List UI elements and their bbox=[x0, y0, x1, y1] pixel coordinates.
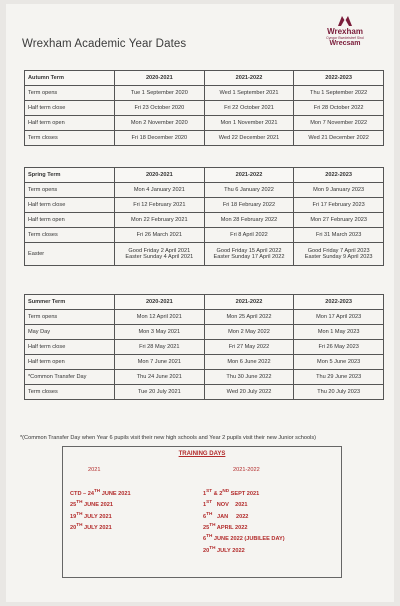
date-cell: Fri 31 March 2023 bbox=[294, 228, 384, 243]
date-cell: Fri 26 March 2021 bbox=[115, 228, 205, 243]
logo-name: Wrexham bbox=[327, 27, 363, 36]
date-cell: Mon 2 May 2022 bbox=[204, 325, 294, 340]
date-cell: Mon 7 November 2022 bbox=[294, 116, 384, 131]
table-row bbox=[25, 116, 384, 131]
date-cell bbox=[204, 243, 294, 266]
date-cell: Thu 24 June 2021 bbox=[115, 370, 205, 385]
good-friday-date: Good Friday 15 April 2022 bbox=[216, 247, 282, 254]
table-row bbox=[25, 198, 384, 213]
training-year-label: 2021 bbox=[88, 467, 101, 473]
logo-subtitle: Cyngor Bwrdeistref Sirol bbox=[326, 36, 364, 40]
row-label: Term opens bbox=[25, 86, 115, 101]
training-days-2021-2022 bbox=[203, 467, 285, 555]
logo-name-welsh: Wrecsam bbox=[329, 40, 361, 47]
column-header: 2020-2021 bbox=[115, 168, 205, 183]
table-header-row bbox=[25, 295, 384, 310]
row-label: Term opens bbox=[25, 310, 115, 325]
common-transfer-day-note: *(Common Transfer Day when Year 6 pupils visit their new high schools and Year 2 pupils visit their new Junior schools) bbox=[20, 435, 316, 441]
row-label: Half term open bbox=[25, 116, 115, 131]
date-cell: Fri 18 December 2020 bbox=[115, 131, 205, 146]
date-cell: Mon 4 January 2021 bbox=[115, 183, 205, 198]
column-header: 2022-2023 bbox=[294, 71, 384, 86]
date-cell: Thu 30 June 2022 bbox=[204, 370, 294, 385]
date-cell: Thu 6 January 2022 bbox=[204, 183, 294, 198]
date-cell: Fri 28 October 2022 bbox=[294, 101, 384, 116]
date-cell: Fri 27 May 2022 bbox=[204, 340, 294, 355]
table-row bbox=[25, 213, 384, 228]
column-header: 2020-2021 bbox=[115, 71, 205, 86]
table-row bbox=[25, 355, 384, 370]
wrexham-logo bbox=[320, 14, 370, 48]
document-page bbox=[6, 4, 394, 602]
row-label: Term closes bbox=[25, 385, 115, 400]
date-cell: Wed 20 July 2022 bbox=[204, 385, 294, 400]
table-row bbox=[25, 385, 384, 400]
row-label: Half term close bbox=[25, 198, 115, 213]
date-cell: Wed 21 December 2022 bbox=[294, 131, 384, 146]
date-cell: Tue 1 September 2020 bbox=[115, 86, 205, 101]
date-cell: Mon 3 May 2021 bbox=[115, 325, 205, 340]
row-label: Easter bbox=[25, 243, 115, 266]
column-header: 2022-2023 bbox=[294, 168, 384, 183]
training-day-entry: 1ST NOV 2021 bbox=[203, 499, 248, 509]
training-day-entry: 20TH JULY 2022 bbox=[203, 544, 245, 554]
table-header-row bbox=[25, 71, 384, 86]
table-row bbox=[25, 183, 384, 198]
table-row bbox=[25, 370, 384, 385]
date-cell: Mon 1 May 2023 bbox=[294, 325, 384, 340]
date-cell: Mon 2 November 2020 bbox=[115, 116, 205, 131]
date-cell: Thu 20 July 2023 bbox=[294, 385, 384, 400]
row-label: Half term open bbox=[25, 213, 115, 228]
date-cell: Mon 6 June 2022 bbox=[204, 355, 294, 370]
training-year-label: 2021-2022 bbox=[233, 467, 260, 473]
row-label: May Day bbox=[25, 325, 115, 340]
row-label: Half term close bbox=[25, 101, 115, 116]
term-heading: Summer Term bbox=[25, 295, 115, 310]
date-cell: Mon 28 February 2022 bbox=[204, 213, 294, 228]
training-day-entry: 25TH APRIL 2022 bbox=[203, 522, 248, 531]
date-cell: Mon 17 April 2023 bbox=[294, 310, 384, 325]
summer-term-table bbox=[24, 294, 384, 400]
date-cell bbox=[115, 243, 205, 266]
date-cell: Fri 12 February 2021 bbox=[115, 198, 205, 213]
column-header: 2021-2022 bbox=[204, 168, 294, 183]
row-label: Half term open bbox=[25, 355, 115, 370]
row-label: Term opens bbox=[25, 183, 115, 198]
easter-sunday-date: Easter Sunday 9 April 2023 bbox=[304, 254, 373, 260]
table-row bbox=[25, 228, 384, 243]
column-header: 2021-2022 bbox=[204, 295, 294, 310]
date-cell: Thu 29 June 2023 bbox=[294, 370, 384, 385]
date-cell: Mon 5 June 2023 bbox=[294, 355, 384, 370]
date-cell: Tue 20 July 2021 bbox=[115, 385, 205, 400]
table-row bbox=[25, 86, 384, 101]
date-cell: Fri 22 October 2021 bbox=[204, 101, 294, 116]
page-title: Wrexham Academic Year Dates bbox=[22, 38, 187, 50]
training-days-2021 bbox=[70, 467, 131, 532]
training-day-entry: 6TH JUNE 2022 (JUBILEE DAY) bbox=[203, 533, 285, 543]
column-header: 2022-2023 bbox=[294, 295, 384, 310]
training-day-entry: 19TH JULY 2021 bbox=[70, 510, 112, 520]
date-cell: Fri 18 February 2022 bbox=[204, 198, 294, 213]
row-label: Term closes bbox=[25, 228, 115, 243]
autumn-term-table bbox=[24, 70, 384, 146]
table-row bbox=[25, 131, 384, 146]
row-label: *Common Transfer Day bbox=[25, 370, 115, 385]
date-cell: Wed 22 December 2021 bbox=[204, 131, 294, 146]
easter-sunday-date: Easter Sunday 17 April 2022 bbox=[213, 254, 285, 260]
good-friday-date: Good Friday 7 April 2023 bbox=[307, 247, 370, 254]
table-row bbox=[25, 310, 384, 325]
term-heading: Spring Term bbox=[25, 168, 115, 183]
column-header: 2020-2021 bbox=[115, 295, 205, 310]
training-day-entry: 1ST & 2ND SEPT 2021 bbox=[203, 488, 260, 497]
date-cell: Mon 22 February 2021 bbox=[115, 213, 205, 228]
date-cell: Mon 9 January 2023 bbox=[294, 183, 384, 198]
training-day-entry: 25TH JUNE 2021 bbox=[70, 499, 113, 509]
training-day-entry: 6TH JAN 2022 bbox=[203, 510, 249, 520]
date-cell: Fri 17 February 2023 bbox=[294, 198, 384, 213]
date-cell: Wed 1 September 2021 bbox=[204, 86, 294, 101]
table-row bbox=[25, 325, 384, 340]
row-label: Term closes bbox=[25, 131, 115, 146]
term-heading: Autumn Term bbox=[25, 71, 115, 86]
table-row bbox=[25, 101, 384, 116]
column-header: 2021-2022 bbox=[204, 71, 294, 86]
training-days-title: TRAINING DAYS bbox=[178, 451, 226, 457]
date-cell: Mon 25 April 2022 bbox=[204, 310, 294, 325]
training-day-entry: 20TH JULY 2021 bbox=[70, 522, 112, 531]
date-cell: Mon 7 June 2021 bbox=[115, 355, 205, 370]
table-row bbox=[25, 340, 384, 355]
date-cell bbox=[294, 243, 384, 266]
date-cell: Mon 12 April 2021 bbox=[115, 310, 205, 325]
training-day-entry: CTD – 24TH JUNE 2021 bbox=[70, 488, 131, 497]
date-cell: Fri 8 April 2022 bbox=[204, 228, 294, 243]
training-days-box bbox=[62, 446, 342, 578]
table-header-row bbox=[25, 168, 384, 183]
dragon-icon bbox=[336, 14, 354, 28]
row-label: Half term close bbox=[25, 340, 115, 355]
easter-sunday-date: Easter Sunday 4 April 2021 bbox=[125, 254, 194, 260]
date-cell: Mon 27 February 2023 bbox=[294, 213, 384, 228]
date-cell: Fri 26 May 2023 bbox=[294, 340, 384, 355]
date-cell: Fri 23 October 2020 bbox=[115, 101, 205, 116]
good-friday-date: Good Friday 2 April 2021 bbox=[128, 247, 191, 254]
spring-term-table bbox=[24, 167, 384, 266]
date-cell: Thu 1 September 2022 bbox=[294, 86, 384, 101]
table-row-easter bbox=[25, 243, 384, 266]
date-cell: Fri 28 May 2021 bbox=[115, 340, 205, 355]
date-cell: Mon 1 November 2021 bbox=[204, 116, 294, 131]
